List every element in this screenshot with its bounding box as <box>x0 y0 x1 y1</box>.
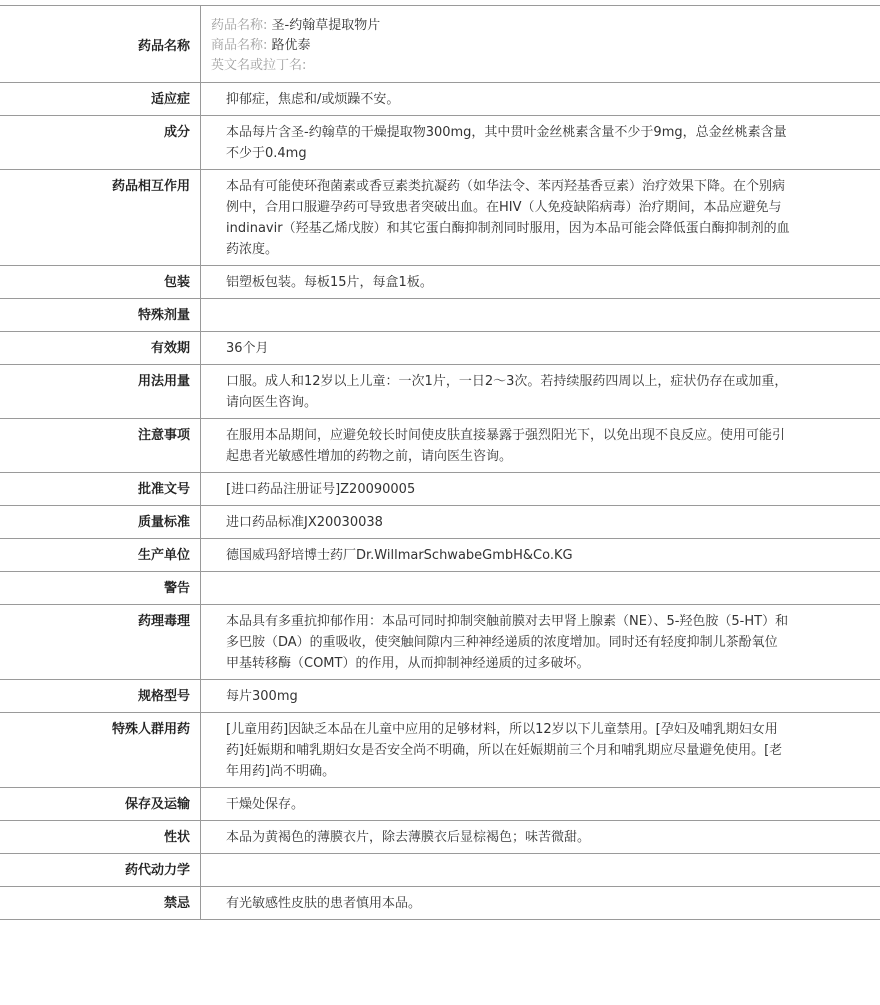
table-row <box>0 572 880 605</box>
row-value: 口服。成人和12岁以上儿童：一次1片，一日2～3次。若持续服药四周以上，症状仍存在或加重，请向医生咨询。 <box>201 365 880 419</box>
table-row <box>0 854 880 887</box>
row-label: 适应症 <box>0 83 201 116</box>
table-row <box>0 170 880 266</box>
table-row <box>0 887 880 920</box>
row-value: 铝塑板包装。每板15片，每盒1板。 <box>201 266 880 299</box>
row-value: 本品有可能使环孢菌素或香豆素类抗凝药（如华法令、苯丙羟基香豆素）治疗效果下降。在个别病例中，合用口服避孕药可导致患者突破出血。在HIV（人免疫缺陷病毒）治疗期间，本品应避免与indinavir（羟基乙烯戊胺）和其它蛋白酶抑制剂同时服用，因为本品可能会降低蛋白酶抑制剂的血药浓度。 <box>201 170 880 266</box>
row-value <box>201 572 880 605</box>
row-label: 生产单位 <box>0 539 201 572</box>
row-value: 本品为黄褐色的薄膜衣片，除去薄膜衣后显棕褐色；味苦微甜。 <box>201 821 880 854</box>
row-label: 药代动力学 <box>0 854 201 887</box>
table-row <box>0 299 880 332</box>
row-label: 药品相互作用 <box>0 170 201 266</box>
table-row <box>0 506 880 539</box>
table-row <box>0 116 880 170</box>
drug-info-table <box>0 5 880 920</box>
row-label: 特殊剂量 <box>0 299 201 332</box>
trade-name-line <box>211 36 860 56</box>
row-value: 有光敏感性皮肤的患者慎用本品。 <box>201 887 880 920</box>
generic-name-key: 药品名称: <box>211 18 267 33</box>
row-value <box>201 854 880 887</box>
row-label: 特殊人群用药 <box>0 713 201 788</box>
table-row <box>0 365 880 419</box>
row-label: 警告 <box>0 572 201 605</box>
row-value <box>201 299 880 332</box>
row-label: 用法用量 <box>0 365 201 419</box>
row-label: 规格型号 <box>0 680 201 713</box>
table-row <box>0 266 880 299</box>
row-value: 德国威玛舒培博士药厂Dr.WillmarSchwabeGmbH&Co.KG <box>201 539 880 572</box>
generic-name-line <box>211 16 860 36</box>
table-row <box>0 605 880 680</box>
row-label: 禁忌 <box>0 887 201 920</box>
row-label: 质量标准 <box>0 506 201 539</box>
row-label: 包装 <box>0 266 201 299</box>
table-row <box>0 788 880 821</box>
row-label: 有效期 <box>0 332 201 365</box>
table-row <box>0 419 880 473</box>
trade-name-value: 路优泰 <box>272 38 311 53</box>
drug-name-row <box>0 6 880 83</box>
latin-name-key: 英文名或拉丁名: <box>211 58 306 73</box>
table-row <box>0 83 880 116</box>
row-value: 36个月 <box>201 332 880 365</box>
table-row <box>0 473 880 506</box>
row-label: 成分 <box>0 116 201 170</box>
trade-name-key: 商品名称: <box>211 38 267 53</box>
row-value: 本品具有多重抗抑郁作用：本品可同时抑制突触前膜对去甲肾上腺素（NE）、5-羟色胺（5-HT）和多巴胺（DA）的重吸收，使突触间隙内三种神经递质的浓度增加。同时还有轻度抑制儿茶酚氧位甲基转移酶（COMT）的作用，从而抑制神经递质的过多破坏。 <box>201 605 880 680</box>
row-label: 保存及运输 <box>0 788 201 821</box>
row-value: 进口药品标准JX20030038 <box>201 506 880 539</box>
row-value: 每片300mg <box>201 680 880 713</box>
row-label: 批准文号 <box>0 473 201 506</box>
generic-name-value: 圣-约翰草提取物片 <box>272 18 381 33</box>
row-value: 本品每片含圣-约翰草的干燥提取物300mg，其中贯叶金丝桃素含量不少于9mg，总金丝桃素含量不少于0.4mg <box>201 116 880 170</box>
table-row <box>0 680 880 713</box>
latin-name-line <box>211 56 860 76</box>
row-label: 性状 <box>0 821 201 854</box>
table-row <box>0 821 880 854</box>
row-value: 抑郁症，焦虑和/或烦躁不安。 <box>201 83 880 116</box>
table-row <box>0 713 880 788</box>
table-row <box>0 539 880 572</box>
drug-name-label: 药品名称 <box>0 6 201 83</box>
row-value: [进口药品注册证号]Z20090005 <box>201 473 880 506</box>
row-value: 在服用本品期间，应避免较长时间使皮肤直接暴露于强烈阳光下，以免出现不良反应。使用可能引起患者光敏感性增加的药物之前，请向医生咨询。 <box>201 419 880 473</box>
row-value: 干燥处保存。 <box>201 788 880 821</box>
row-label: 药理毒理 <box>0 605 201 680</box>
row-label: 注意事项 <box>0 419 201 473</box>
row-value: [儿童用药]因缺乏本品在儿童中应用的足够材料，所以12岁以下儿童禁用。[孕妇及哺乳期妇女用药]妊娠期和哺乳期妇女是否安全尚不明确，所以在妊娠期前三个月和哺乳期应尽量避免使用。[老年用药]尚不明确。 <box>201 713 880 788</box>
drug-name-values <box>201 6 880 83</box>
table-row <box>0 332 880 365</box>
